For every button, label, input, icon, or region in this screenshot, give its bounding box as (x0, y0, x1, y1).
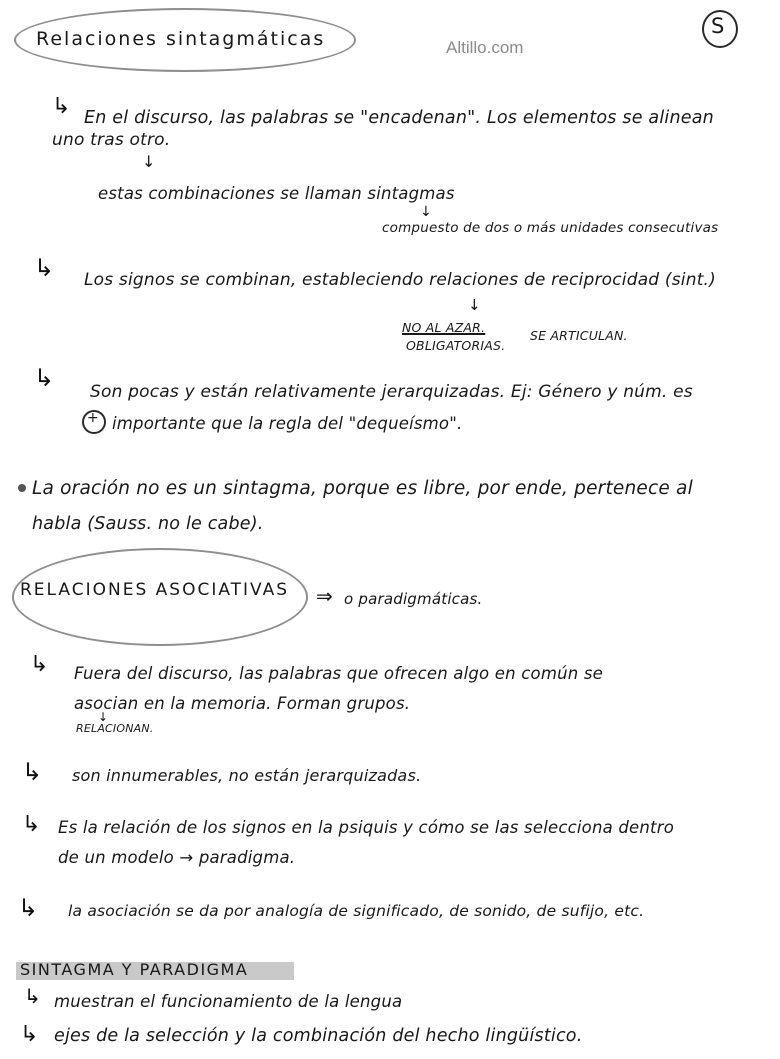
asoc-p1-sub: RELACIONAN. (76, 722, 154, 735)
asoc-title-suffix: o paradigmáticas. (344, 590, 483, 608)
section-title-sintagma-paradigma: SINTAGMA Y PARADIGMA (20, 960, 249, 979)
sp-p2: ejes de la selección y la combinación del hecho lingüístico. (54, 1026, 583, 1046)
sint-p2-line1: Los signos se combinan, estableciendo relaciones de reciprocidad (sint.) (84, 270, 716, 290)
sint-p1-sub: estas combinaciones se llaman sintagmas (98, 184, 455, 203)
bullet-arrow-icon: ↳ (20, 1022, 39, 1047)
sint-p2-sub-b: SE ARTICULAN. (530, 328, 628, 343)
section-title-asociativas: RELACIONES ASOCIATIVAS (20, 580, 290, 600)
sp-p1: muestran el funcionamiento de la lengua (54, 992, 403, 1011)
bullet-arrow-icon: ↳ (34, 364, 55, 392)
asoc-p3-line1: Es la relación de los signos en la psiquis y cómo se las selecciona dentro (58, 818, 675, 837)
sint-p2-sub-a1: NO AL AZAR. (402, 320, 486, 335)
asoc-p1-line2: asocian en la memoria. Forman grupos. (74, 694, 411, 713)
sint-p1-line2: uno tras otro. (52, 130, 171, 150)
bullet-arrow-icon: ↳ (22, 758, 43, 786)
sint-p3-line1: Son pocas y están relativamente jerarquizadas. Ej: Género y núm. es (90, 382, 693, 402)
bullet-arrow-icon: ↳ (22, 812, 41, 837)
down-arrow-icon: ↓ (98, 710, 109, 724)
sint-p4-line1: La oración no es un sintagma, porque es libre, por ende, pertenece al (32, 478, 693, 499)
bullet-arrow-icon: ↳ (52, 94, 71, 119)
sint-p1-sub2: compuesto de dos o más unidades consecutivas (382, 220, 719, 236)
sint-p4-line2: habla (Sauss. no le cabe). (32, 514, 264, 534)
bullet-arrow-icon: ↳ (34, 254, 55, 282)
sint-p3-plus: + (87, 410, 99, 426)
section-title-sintagmaticas: Relaciones sintagmáticas (36, 28, 326, 50)
double-arrow-icon: ⇒ (316, 584, 333, 608)
asoc-p1-line1: Fuera del discurso, las palabras que ofrecen algo en común se (74, 664, 604, 683)
down-arrow-icon: ↓ (420, 204, 432, 220)
down-arrow-icon: ↓ (142, 152, 156, 171)
asoc-p4-line1: la asociación se da por analogía de significado, de sonido, de sufijo, etc. (68, 902, 645, 920)
sint-p1-line1: En el discurso, las palabras se "encadenan". Los elementos se alinean (84, 108, 714, 128)
bullet-arrow-icon: ↳ (24, 984, 41, 1008)
bullet-arrow-icon: ↳ (30, 652, 49, 677)
bullet-arrow-icon: ↳ (18, 894, 39, 922)
watermark: Altillo.com (446, 38, 524, 57)
asoc-p2-line1: son innumerables, no están jerarquizadas. (72, 766, 422, 785)
down-arrow-icon: ↓ (468, 296, 481, 314)
sint-p3-line2: importante que la regla del "dequeísmo". (112, 414, 463, 433)
sint-p2-sub-a2: OBLIGATORIAS. (406, 338, 506, 353)
asoc-p3-line2: de un modelo → paradigma. (58, 848, 296, 867)
page-letter: S (711, 14, 725, 38)
bullet-dot-icon (18, 484, 26, 492)
